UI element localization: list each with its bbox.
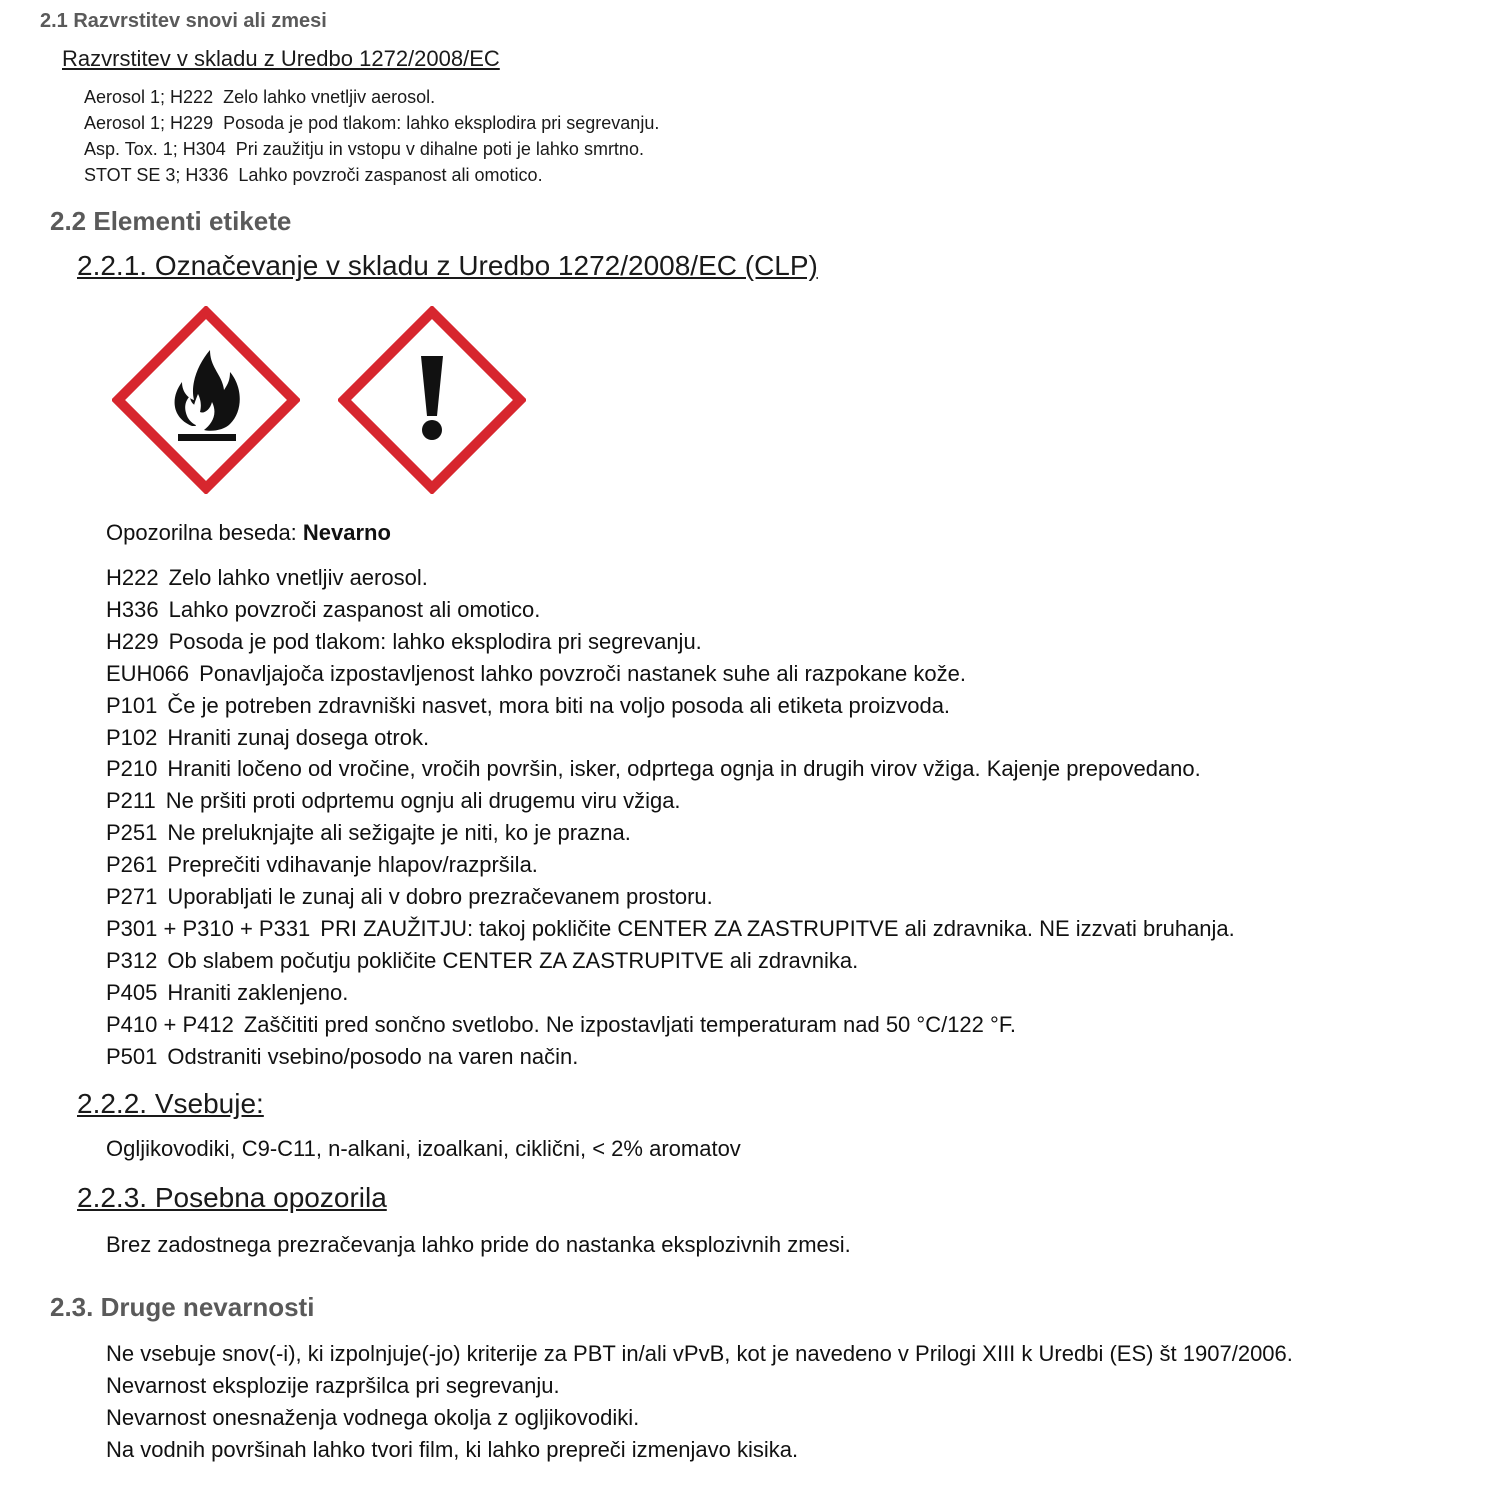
classification-item: Asp. Tox. 1; H304 Pri zaužitju in vstopu v dihalne poti je lahko smrtno. xyxy=(84,139,644,159)
other-hazard-line: Na vodnih površinah lahko tvori film, ki lahko prepreči izmenjavo kisika. xyxy=(106,1437,799,1462)
statement-item: P271 Uporabljati le zunaj ali v dobro prezračevanem prostoru. xyxy=(106,884,713,910)
exclamation-pictogram-icon xyxy=(338,306,526,494)
section-2-2-title: 2.2 Elementi etikete xyxy=(50,206,292,236)
statement-item: H222 Zelo lahko vnetljiv aerosol. xyxy=(106,565,428,590)
statement-item: H229 Posoda je pod tlakom: lahko eksplodira pri segrevanju. xyxy=(106,628,702,654)
statement-item: P261 Preprečiti vdihavanje hlapov/razpršila. xyxy=(106,852,538,878)
statement-item: P501 Odstraniti vsebino/posodo na varen način. xyxy=(106,1043,579,1069)
section-2-2-3-title: 2.2.3. Posebna opozorila xyxy=(77,1182,387,1213)
classification-item: Aerosol 1; H229 Posoda je pod tlakom: lahko eksplodira pri segrevanju. xyxy=(84,113,660,133)
special-warnings-text: Brez zadostnega prezračevanja lahko pride do nastanka eksplozivnih zmesi. xyxy=(106,1232,851,1257)
statement-item: P211 Ne pršiti proti odprtemu ognju ali drugemu viru vžiga. xyxy=(106,788,681,814)
signal-word: Nevarno xyxy=(302,520,391,545)
other-hazard-line: Nevarnost eksplozije razpršilca pri segrevanju. xyxy=(106,1373,560,1398)
statement-item: EUH066 Ponavljajoča izpostavljenost lahko povzroči nastanek suhe ali razpokane kože. xyxy=(106,660,966,686)
section-2-1-subtitle: Razvrstitev v skladu z Uredbo 1272/2008/EC xyxy=(62,46,500,71)
section-2-1-title: 2.1 Razvrstitev snovi ali zmesi xyxy=(40,10,327,32)
section-2-3-title: 2.3. Druge nevarnosti xyxy=(50,1292,315,1322)
statement-item: P102 Hraniti zunaj dosega otrok. xyxy=(106,724,430,750)
flame-pictogram-icon xyxy=(112,306,300,494)
hazard-statements-list xyxy=(106,562,1235,1073)
classification-item: STOT SE 3; H336 Lahko povzroči zaspanost ali omotico. xyxy=(84,165,543,185)
signal-word-line: Opozorilna beseda: Nevarno xyxy=(106,520,391,545)
statement-item: P405 Hraniti zaklenjeno. xyxy=(106,979,349,1005)
statement-item: P301 + P310 + P331 PRI ZAUŽITJU: takoj pokličite CENTER ZA ZASTRUPITVE ali zdravnika. NE izzvati bruhanja. xyxy=(106,915,1235,941)
other-hazards-list xyxy=(106,1338,1293,1466)
other-hazard-line: Nevarnost onesnaženja vodnega okolja z ogljikovodiki. xyxy=(106,1405,640,1430)
statement-item: P312 Ob slabem počutju pokličite CENTER ZA ZASTRUPITVE ali zdravnika. xyxy=(106,947,859,973)
statement-item: P210 Hraniti ločeno od vročine, vročih površin, isker, odprtega ognja in drugih virov vžiga. Kajenje prepovedano. xyxy=(106,756,1201,782)
other-hazard-line: Ne vsebuje snov(-i), ki izpolnjuje(-jo) kriterije za PBT in/ali vPvB, kot je navedeno v Prilogi XIII k Uredbi (ES) št 1907/2006. xyxy=(106,1341,1293,1366)
classification-list xyxy=(84,84,659,188)
contains-text: Ogljikovodiki, C9-C11, n-alkani, izoalkani, ciklični, < 2% aromatov xyxy=(106,1136,741,1161)
section-2-2-2-title: 2.2.2. Vsebuje: xyxy=(77,1088,264,1119)
statement-item: H336 Lahko povzroči zaspanost ali omotico. xyxy=(106,596,541,622)
statement-item: P410 + P412 Zaščititi pred sončno svetlobo. Ne izpostavljati temperaturam nad 50 °C/122 °F. xyxy=(106,1011,1016,1037)
statement-item: P101 Če je potreben zdravniški nasvet, mora biti na voljo posoda ali etiketa proizvoda. xyxy=(106,692,951,718)
statement-item: P251 Ne preluknjajte ali sežigajte je niti, ko je prazna. xyxy=(106,820,631,846)
section-2-2-1-title: 2.2.1. Označevanje v skladu z Uredbo 1272/2008/EC (CLP) xyxy=(77,250,818,281)
classification-item: Aerosol 1; H222 Zelo lahko vnetljiv aerosol. xyxy=(84,87,436,107)
